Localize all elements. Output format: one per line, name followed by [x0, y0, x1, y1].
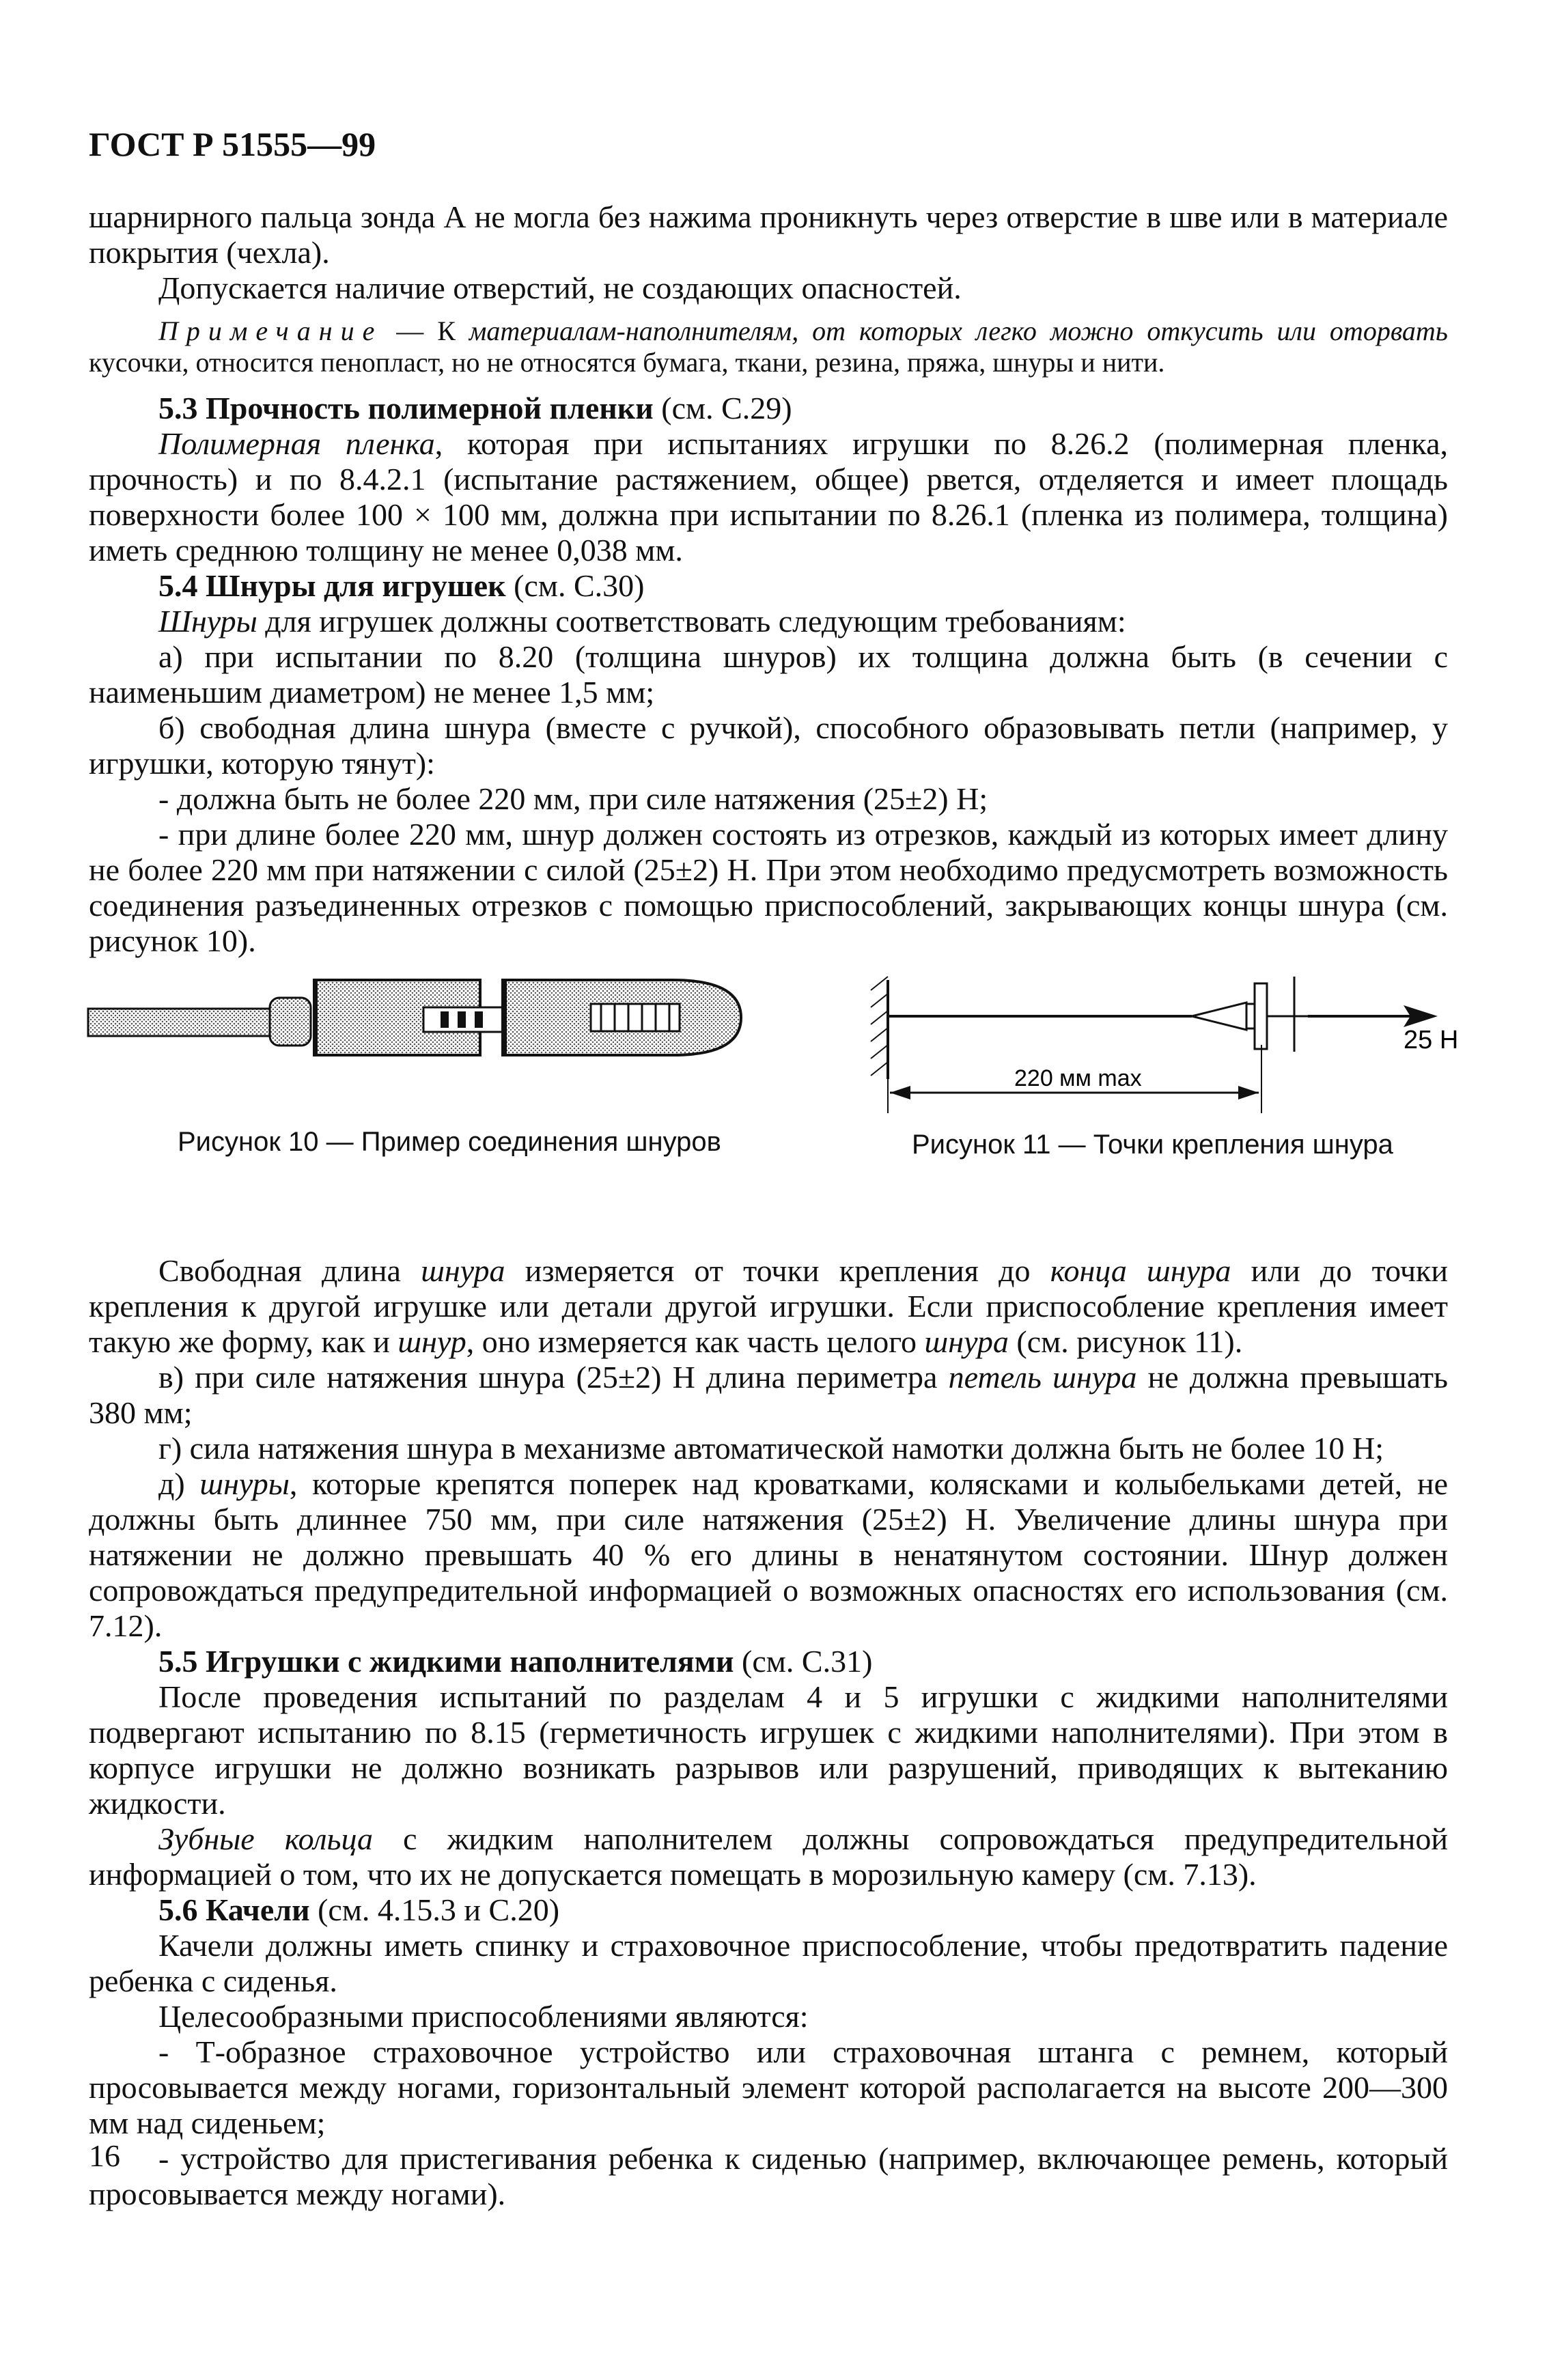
free-length-t1: Свободная длина: [158, 1253, 421, 1288]
section-5-3-heading: [89, 391, 1448, 426]
free-length-t3: или до точки крепления к другой игрушке или детали другой игрушки. Если приспособление крепления имеет такую же форму, как и: [89, 1253, 1449, 1359]
item-v-t2: не должна превышать 380 мм;: [89, 1360, 1449, 1430]
document-header: ГОСТ Р 51555—99: [89, 125, 376, 163]
section-5-3-text: , которая при испытаниях игрушки по 8.26.2 (полимерная пленка, прочность) и по 8.4.2.1 (испытание растяжением, общее) рвется, отделяется и имеет площадь поверхности более 100 × 100 мм, должна при испытании по 8.26.1 (пленка из полимера, толщина) иметь среднюю толщину не менее 0,038 мм.: [89, 426, 1449, 568]
figure-10-drawing: [85, 973, 823, 1062]
free-length-i1: шнура: [421, 1253, 505, 1288]
note-label: Примечание: [158, 316, 383, 346]
section-5-3-ref: (см. С.29): [653, 391, 792, 425]
stopper: [1255, 983, 1267, 1049]
free-length-t5: (см. рисунок 11).: [1008, 1324, 1243, 1359]
page-number: 16: [89, 2138, 120, 2173]
section-5-5-ref: (см. С.31): [734, 1644, 873, 1679]
section-5-3-title: 5.3 Прочность полимерной пленки: [158, 391, 654, 425]
item-d-t2: , которые крепятся поперек над кроватками, колясками и колыбельками детей, не должны быть длиннее 750 мм, при силе натяжения (25±2) Н. Увеличение длины шнура при натяжении не должно превышать 40 % его длины в ненатянутом состоянии. Шнур должен сопровождаться предупредительной информацией о возможных опасностях его использования (см. 7.12).: [89, 1466, 1448, 1643]
section-5-6-ref: (см. 4.15.3 и С.20): [309, 1892, 560, 1927]
paragraph-allowance: Допускается наличие отверстий, не создающих опасностей.: [158, 270, 962, 305]
section-5-5-teething-text: с жидким наполнителем должны сопровождаться предупредительной информацией о том, что их не допускается помещать в морозильную камеру (см. 7.13).: [89, 1821, 1449, 1892]
section-5-4-intro-text: для игрушек должны соответствовать следующим требованиям:: [257, 604, 1126, 639]
item-d-t1: д): [158, 1466, 200, 1501]
left-cord: [88, 1009, 286, 1036]
left-plug: [270, 998, 311, 1046]
free-length-paragraph: [89, 1253, 1448, 1360]
section-5-4-heading: [89, 568, 1448, 604]
section-5-6-item-1: - Т-образное страховочное устройство или страховочная штанга с ремнем, который просовывается между ногами, горизонтальный элемент которой располагается на высоте 200—300 мм над сиденьем;: [89, 2034, 1448, 2140]
force-label: 25 Н: [1404, 1026, 1459, 1054]
free-length-i3: шнур: [397, 1324, 466, 1359]
lower-text: [89, 1253, 1448, 2212]
item-b-1: - должна быть не более 220 мм, при силе натяжения (25±2) Н;: [158, 781, 988, 816]
upper-text: [89, 199, 1448, 959]
note-italic: материалам-наполнителям, от которых легко можно откусить или оторвать: [469, 316, 1449, 346]
item-b-2: - при длине более 220 мм, шнур должен состоять из отрезков, каждый из которых имеет длину не более 220 мм при натяжении с силой (25±2) Н. При этом необходимо предусмотреть возможность соединения разъединенных отрезков с помощью приспособлений, закрывающих концы шнура (см. рисунок 10).: [89, 817, 1448, 958]
section-5-5-teething: [89, 1821, 1448, 1892]
free-length-t2: измеряется от точки крепления до: [505, 1253, 1050, 1288]
section-5-5-title: 5.5 Игрушки с жидкими наполнителями: [158, 1644, 734, 1679]
item-g: г) сила натяжения шнура в механизме автоматической намотки должна быть не более 10 Н;: [158, 1431, 1384, 1466]
figure-10-caption: Рисунок 10 — Пример соединения шнуров: [178, 1127, 721, 1157]
section-5-6-title: 5.6 Качели: [158, 1892, 310, 1927]
term-teething-rings: Зубные кольца: [158, 1821, 374, 1856]
section-5-6-intro: Целесообразными приспособлениями являются:: [158, 1999, 809, 2034]
item-d: [89, 1466, 1448, 1644]
term-cords: Шнуры: [158, 604, 257, 639]
section-5-6-heading: [89, 1892, 1448, 1928]
section-5-4-ref: (см. С.30): [505, 568, 645, 603]
note-rest: кусочки, относится пенопласт, но не относятся бумага, ткани, резина, пряжа, шнуры и нити.: [89, 347, 1165, 378]
figure-11-drawing: [857, 963, 1472, 1113]
item-v: [89, 1360, 1448, 1431]
item-v-t1: в) при силе натяжения шнура (25±2) Н длина периметра: [158, 1360, 949, 1395]
free-length-t4: , оно измеряется как часть целого: [466, 1324, 925, 1359]
note-dash: — К: [382, 316, 469, 346]
item-a: а) при испытании по 8.20 (толщина шнуров) их толщина должна быть (в сечении с наименьшим диаметром) не менее 1,5 мм;: [89, 639, 1448, 710]
note: [89, 316, 1448, 378]
item-d-i1: шнуры: [199, 1466, 290, 1501]
section-5-5-body: После проведения испытаний по разделам 4 и 5 игрушки с жидкими наполнителями подвергают испытанию по 8.15 (герметичность игрушек с жидкими наполнителями). При этом в корпусе игрушки не должно возникать разрывов или разрушений, приводящих к вытеканию жидкости.: [89, 1679, 1448, 1821]
section-5-3-body: [89, 426, 1448, 568]
section-5-5-heading: [89, 1644, 1448, 1679]
section-5-4-title: 5.4 Шнуры для игрушек: [158, 568, 506, 603]
section-5-6-item-2: - устройство для пристегивания ребенка к сиденью (например, включающее ремень, который просовывается между ногами).: [89, 2141, 1448, 2211]
figure-11-caption: Рисунок 11 — Точки крепления шнура: [912, 1130, 1393, 1160]
section-5-6-body: Качели должны иметь спинку и страховочное приспособление, чтобы предотвратить падение ребенка с сиденья.: [89, 1928, 1448, 1998]
item-b: б) свободная длина шнура (вместе с ручкой), способного образовывать петли (например, у игрушки, которую тянут):: [89, 710, 1448, 781]
item-v-i1: петель шнура: [948, 1360, 1137, 1395]
term-polymer-film: Полимерная пленка: [158, 426, 435, 461]
free-length-i2: конца шнура: [1050, 1253, 1231, 1288]
free-length-i4: шнура: [924, 1324, 1009, 1359]
dimension-label: 220 мм max: [1014, 1065, 1142, 1091]
paragraph-continuation: шарнирного пальца зонда А не могла без нажима проникнуть через отверстие в шве или в материале покрытия (чехла).: [89, 199, 1448, 270]
section-5-4-intro: [89, 604, 1448, 639]
